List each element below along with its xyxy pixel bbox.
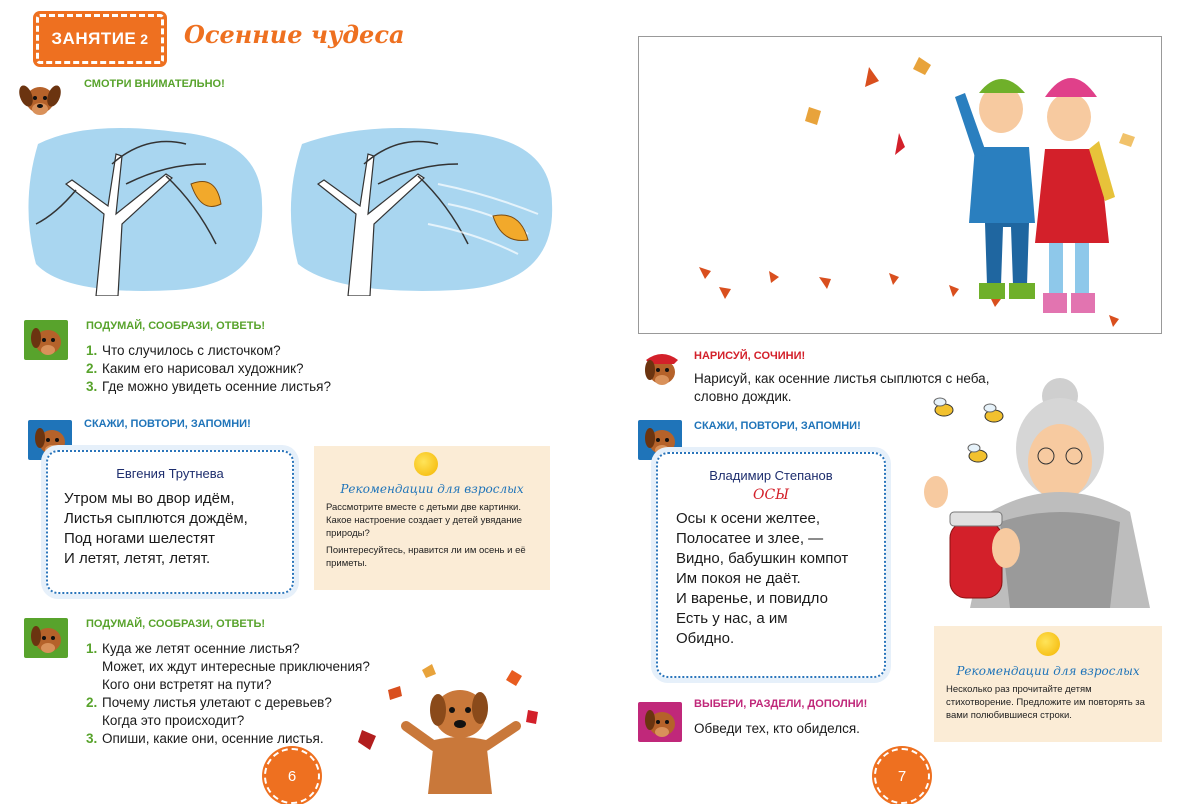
pin-icon (414, 452, 438, 476)
poem-box (46, 450, 294, 594)
rec-text-2: Поинтересуйтесь, нравится ли им осень и её приметы. (326, 545, 526, 569)
poem-line: Осы к осени желтее, (676, 510, 821, 527)
poem-line: Полосатее и злее, — (676, 530, 824, 547)
recommendation-card (314, 446, 550, 590)
rec-title: Рекомендации для взрослых (956, 664, 1140, 678)
poem-author: Владимир Степанов (709, 468, 833, 483)
pin-icon (1036, 632, 1060, 656)
rec-text: Несколько раз прочитайте детям стихотворение. Предложите им повторять за вами полюбившиеся строки. (946, 684, 1145, 721)
poem-line: Есть у нас, а им (676, 610, 788, 627)
dog-icon (22, 318, 70, 362)
dog-icon (16, 76, 64, 120)
rec-title: Рекомендации для взрослых (340, 482, 524, 496)
poem-line: Им покоя не даёт. (676, 570, 801, 587)
say-header: СКАЖИ, ПОВТОРИ, ЗАПОМНИ! (694, 420, 861, 432)
wasp-icon (984, 404, 1003, 422)
look-header: СМОТРИ ВНИМАТЕЛЬНО! (84, 78, 225, 90)
dog-painter-icon (636, 346, 684, 390)
list-item: 2. Почему листья улетают с деревьев? (86, 695, 332, 710)
poem-line: Листья сыплются дождём, (64, 510, 248, 527)
list-item-cont: Может, их ждут интересные приключения? (102, 659, 370, 674)
recommendation-card (934, 626, 1162, 742)
lesson-title: Осенние чудеса (184, 20, 405, 49)
dog-icon (22, 616, 70, 660)
lesson-tab (36, 14, 164, 64)
birch-picture-still (26, 124, 266, 296)
poem-author: Евгения Трутнева (116, 466, 224, 481)
list-item: 2. Каким его нарисовал художник? (86, 361, 304, 376)
page-number-right: 7 (874, 748, 930, 804)
dog-with-leaves-illustration (352, 650, 552, 794)
choose-text: Обведи тех, кто обиделся. (694, 721, 860, 736)
wasp-icon (934, 398, 953, 416)
think2-list (86, 640, 370, 748)
birch-picture-windy (288, 124, 556, 296)
choose-header: ВЫБЕРИ, РАЗДЕЛИ, ДОПОЛНИ! (694, 698, 868, 710)
dog-icon (636, 700, 684, 744)
page-number-left: 6 (264, 748, 320, 804)
poem-line: Видно, бабушкин компот (676, 550, 849, 567)
list-item: 1. Куда же летят осенние листья? (86, 641, 300, 656)
say-header: СКАЖИ, ПОВТОРИ, ЗАПОМНИ! (84, 418, 251, 430)
draw-text-line: словно дождик. (694, 389, 792, 404)
autumn-children-picture (638, 36, 1162, 334)
list-item: 3. Опиши, какие они, осенние листья. (86, 731, 324, 746)
lesson-label: ЗАНЯТИЕ (51, 29, 137, 48)
poem-lines (676, 509, 884, 649)
children-illustration (639, 37, 1161, 333)
list-item-cont: Кого они встретят на пути? (102, 677, 272, 692)
draw-header: НАРИСУЙ, СОЧИНИ! (694, 350, 806, 362)
poem-box (656, 452, 886, 678)
wasp-icon (968, 444, 987, 462)
poem-lines (64, 489, 292, 569)
poem-title: ОСЫ (753, 487, 789, 503)
think1-list (86, 342, 331, 396)
list-item: 3. Где можно увидеть осенние листья? (86, 379, 331, 394)
poem-line: И варенье, и повидло (676, 590, 828, 607)
poem-line: Обидно. (676, 630, 735, 647)
list-item-cont: Когда это происходит? (102, 713, 245, 728)
think2-header: ПОДУМАЙ, СООБРАЗИ, ОТВЕТЬ! (86, 618, 266, 630)
lesson-number: 2 (140, 31, 149, 47)
rec-text-1: Рассмотрите вместе с детьми две картинки. Какое настроение создает у детей увядание природы? (326, 502, 523, 539)
draw-text-line: Нарисуй, как осенние листья сыплются с неба, (694, 371, 990, 386)
list-item: 1. Что случилось с листочком? (86, 343, 281, 358)
think1-header: ПОДУМАЙ, СООБРАЗИ, ОТВЕТЬ! (86, 320, 266, 332)
poem-line: И летят, летят, летят. (64, 550, 211, 567)
poem-line: Под ногами шелестят (64, 530, 216, 547)
grandma-with-jam-illustration (910, 372, 1170, 608)
poem-line: Утром мы во двор идём, (64, 490, 235, 507)
